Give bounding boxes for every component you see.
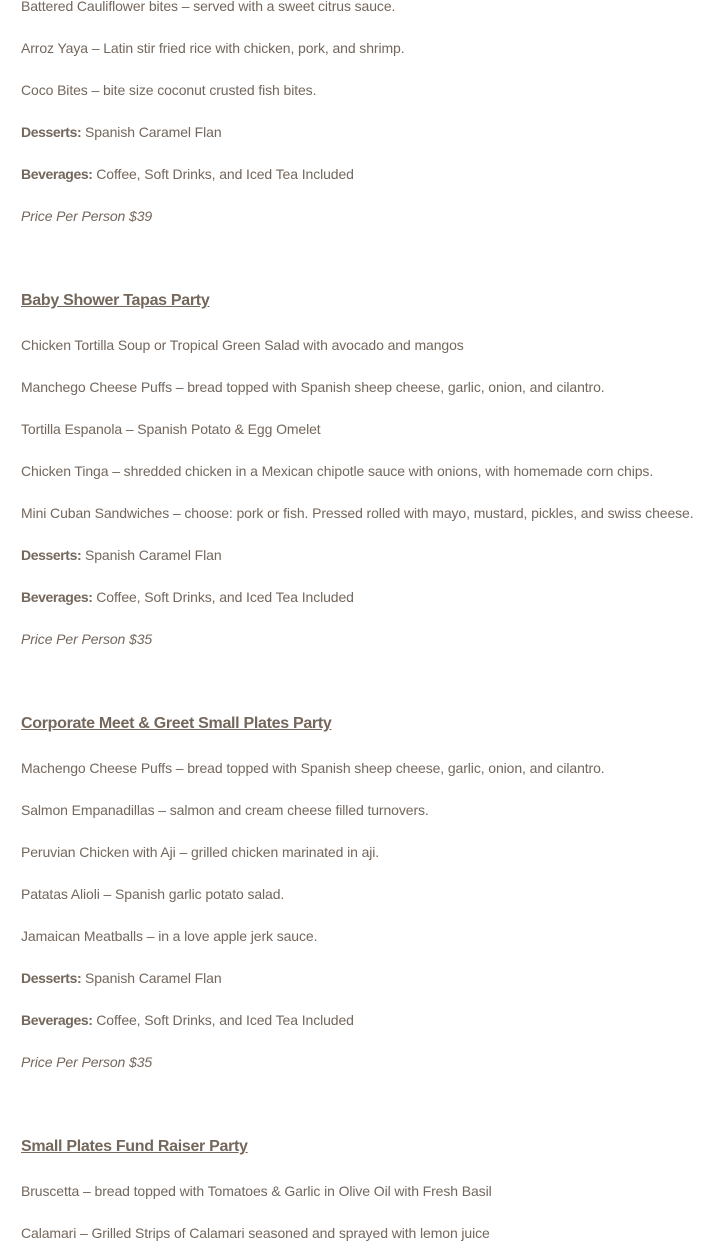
beverages-value: Coffee, Soft Drinks, and Iced Tea Included — [92, 589, 354, 605]
price-per-person: Price Per Person $39 — [21, 208, 153, 224]
menu-item: Mini Cuban Sandwiches – choose: pork or fish. Pressed rolled with mayo, mustard, pickles, and swiss cheese. — [21, 505, 694, 521]
desserts-value: Spanish Caramel Flan — [81, 970, 222, 986]
menu-item: Machengo Cheese Puffs – bread topped with Spanish sheep cheese, garlic, onion, and cilantro. — [21, 760, 605, 776]
beverages-line — [21, 166, 354, 182]
menu-item: Chicken Tinga – shredded chicken in a Mexican chipotle sauce with onions, with homemade corn chips. — [21, 463, 654, 479]
menu-item: Salmon Empanadillas – salmon and cream cheese filled turnovers. — [21, 802, 429, 818]
desserts-value: Spanish Caramel Flan — [81, 547, 222, 563]
section-title-corporate: Corporate Meet & Greet Small Plates Party — [21, 715, 332, 732]
beverages-label: Beverages: — [21, 589, 93, 605]
beverages-value: Coffee, Soft Drinks, and Iced Tea Included — [92, 166, 354, 182]
desserts-label: Desserts: — [21, 970, 82, 986]
beverages-label: Beverages: — [21, 166, 93, 182]
price-per-person: Price Per Person $35 — [21, 1054, 153, 1070]
desserts-line — [21, 124, 222, 140]
menu-item: Coco Bites – bite size coconut crusted fish bites. — [21, 82, 317, 98]
menu-item: Battered Cauliflower bites – served with a sweet citrus sauce. — [21, 0, 396, 14]
menu-item: Calamari – Grilled Strips of Calamari seasoned and sprayed with lemon juice — [21, 1225, 490, 1241]
desserts-label: Desserts: — [21, 547, 82, 563]
desserts-line — [21, 547, 222, 563]
beverages-label: Beverages: — [21, 1012, 93, 1028]
menu-item: Arroz Yaya – Latin stir fried rice with chicken, pork, and shrimp. — [21, 40, 405, 56]
beverages-line — [21, 589, 354, 605]
menu-item: Patatas Alioli – Spanish garlic potato salad. — [21, 886, 285, 902]
desserts-value: Spanish Caramel Flan — [81, 124, 222, 140]
menu-item: Chicken Tortilla Soup or Tropical Green Salad with avocado and mangos — [21, 337, 464, 353]
menu-item: Jamaican Meatballs – in a love apple jerk sauce. — [21, 928, 318, 944]
desserts-line — [21, 970, 222, 986]
beverages-line — [21, 1012, 354, 1028]
beverages-value: Coffee, Soft Drinks, and Iced Tea Included — [92, 1012, 354, 1028]
desserts-label: Desserts: — [21, 124, 82, 140]
section-title-baby-shower: Baby Shower Tapas Party — [21, 292, 210, 309]
menu-item: Tortilla Espanola – Spanish Potato & Egg Omelet — [21, 421, 321, 437]
menu-item: Manchego Cheese Puffs – bread topped with Spanish sheep cheese, garlic, onion, and cilantro. — [21, 379, 605, 395]
price-per-person: Price Per Person $35 — [21, 631, 153, 647]
menu-item: Bruscetta – bread topped with Tomatoes & Garlic in Olive Oil with Fresh Basil — [21, 1183, 492, 1199]
menu-item: Peruvian Chicken with Aji – grilled chicken marinated in aji. — [21, 844, 380, 860]
section-title-fund-raiser: Small Plates Fund Raiser Party — [21, 1138, 248, 1155]
